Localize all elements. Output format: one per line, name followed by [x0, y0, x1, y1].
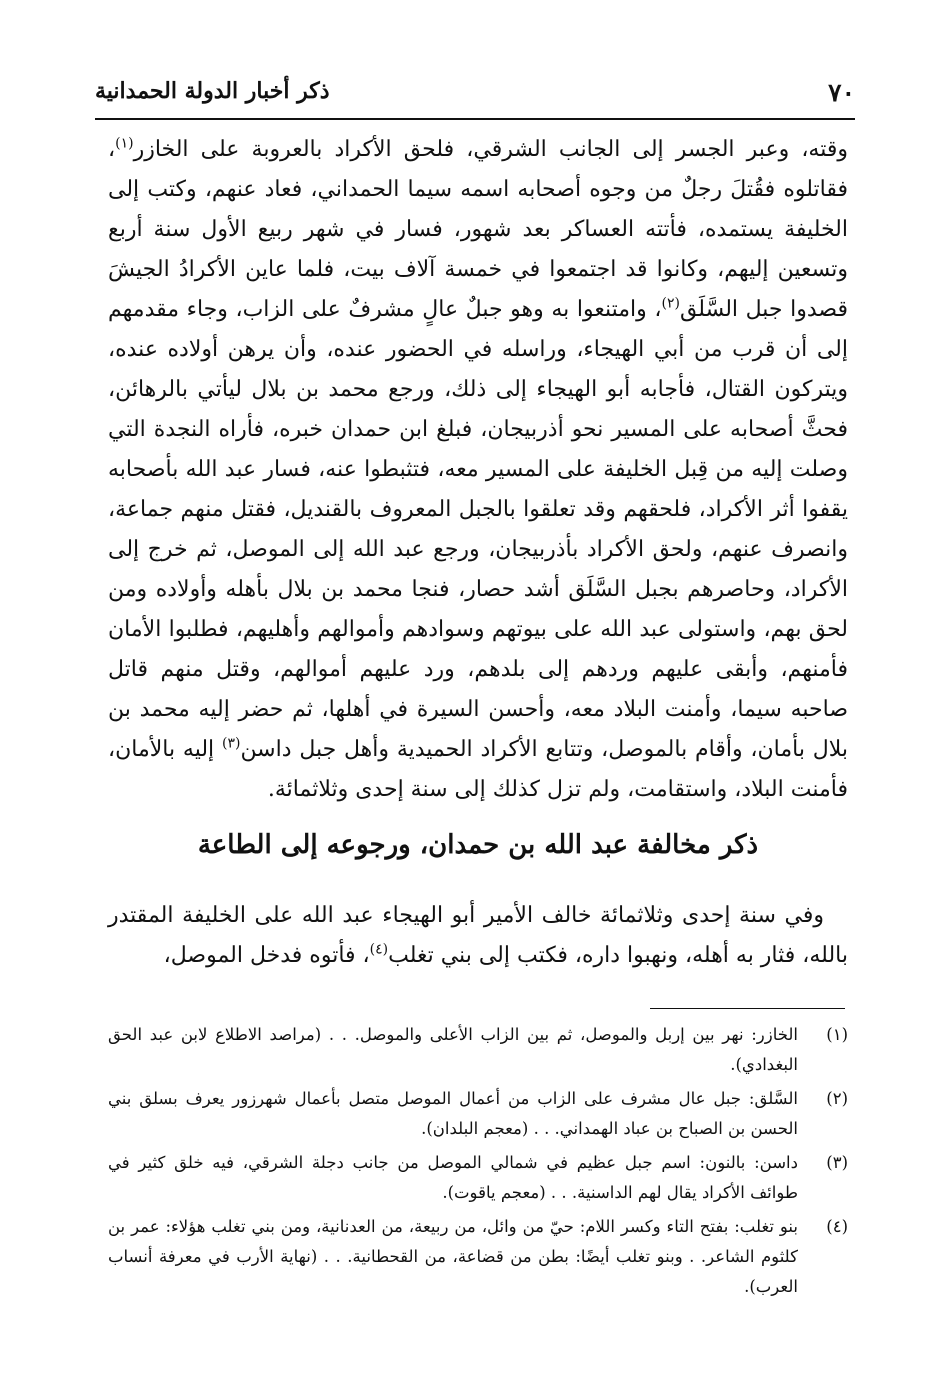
running-title: ذكر أخبار الدولة الحمدانية: [95, 78, 330, 104]
footnote-text: الخازر: نهر بين إربل والموصل، ثم بين الزاب الأعلى والموصل. . . (مراصد الاطلاع لابن عبد الحق البغدادي).: [108, 1025, 798, 1074]
paragraph: [108, 896, 848, 976]
footnote: [108, 1212, 848, 1302]
main-text: [108, 130, 848, 810]
text-run: ، فأتوه فدخل الموصل،: [163, 943, 370, 968]
footnote-text: بنو تغلب: بفتح التاء وكسر اللام: حيّ من وائل، من ربيعة، من العدنانية، ومن بني تغلب هؤلاء: عمر بن كلثوم الشاعر. . وبنو تغلب أيضًا: بطن من قضاعة، من القحطانية. . . (نهاية الأرب في معرفة أنساب العرب).: [108, 1217, 798, 1296]
footnote-number: (١): [826, 1025, 848, 1044]
footnote-reference: (٢): [661, 295, 680, 312]
text-run: إليه بالأمان، فأمنت البلاد، واستقامت، ولم تزل كذلك إلى سنة إحدى وثلاثمائة.: [108, 737, 848, 802]
section-heading: ذكر مخالفة عبد الله بن حمدان، ورجوعه إلى الطاعة: [197, 830, 759, 860]
text-run: وفي سنة إحدى وثلاثمائة خالف الأمير أبو الهيجاء عبد الله على الخليفة المقتدر بالله، فثار به أهله، ونهبوا داره، فكتب إلى بني تغلب: [108, 903, 848, 968]
footnote-reference: (١): [115, 135, 134, 152]
footnote: [108, 1020, 848, 1080]
footnote-reference: (٤): [369, 941, 389, 958]
footnote-text: السَّلق: جبل عال مشرف على الزاب من أعمال الموصل متصل بأعمال شهرزور يعرف بسلق بني الحسن بن الصباح بن عباد الهمداني. . . (معجم البلدان).: [108, 1089, 798, 1138]
footnote: [108, 1148, 848, 1208]
page-number: ٧٠: [828, 78, 855, 107]
footnotes: [108, 1020, 848, 1306]
text-run: ، وامتنعوا به وهو جبلٌ عالٍ مشرفٌ على الزاب، وجاء مقدمهم إلى أن قرب من أبي الهيجاء، وراسله في الحضور عنده، وأن يرهن أولاده عنده، ويتركون القتال، فأجابه أبو الهيجاء إلى ذلك، ورجع محمد بن بلال ليأتي بالرهائن، فحثَّ أصحابه على المسير نحو أذربيجان، فبلغ ابن حمدان خبره، فأراه النجدة التي وصلت إليه من قِبل الخليفة على المسير معه، فتثبطوا عنه، فسار عبد الله بأصحابه يقفوا أثر الأكراد، فلحقهم وقد تعلقوا بالجبل المعروف بالقنديل، فقتل منهم جماعة، وانصرف عنهم، ولحق الأكراد بأذربيجان، ورجع عبد الله إلى الموصل، ثم خرج إلى الأكراد، وحاصرهم بجبل السَّلَق أشد حصار، فنجا محمد بن بلال بأهله وأولاده ومن لحق بهم، واستولى عبد الله على بيوتهم وسوادهم وأموالهم وأهليهم، فطلبوا الأمان فأمنهم، وأبقى عليهم وردهم إلى بلدهم، ورد عليهم أموالهم، وقتل منهم قاتل صاحبه سيما، وأمنت البلاد معه، وأحسن السيرة في أهلها، ثم حضر إليه محمد بن بلال بأمان، وأقام بالموصل، وتتابع الأكراد الحميدية وأهل جبل داسن: [108, 297, 848, 762]
text-run: وقته، وعبر الجسر إلى الجانب الشرقي، فلحق الأكراد بالعروبة على الخازر: [133, 137, 848, 162]
page-header: [95, 72, 855, 120]
footnote-reference: (٣): [221, 735, 241, 752]
footnote-divider: [650, 1008, 845, 1009]
text-run: ، فقاتلوه فقُتلَ رجلٌ من وجوه أصحابه اسمه سيما الحمداني، فعاد عنهم، وكتب إلى الخليفة يستمده، فأتته العساكر بعد شهور، فسار في شهر ربيع الأول سنة أربع وتسعين إليهم، وكانوا قد اجتمعوا في خمسة آلاف بيت، فلما عاين الأكرادُ الجيشَ قصدوا جبل السَّلَق: [108, 137, 849, 322]
paragraph: [108, 130, 848, 810]
footnote-text: داسن: بالنون: اسم جبل عظيم في شمالي الموصل من جانب دجلة الشرقي، فيه خلق كثير في طوائف الأكراد يقال لهم الداسنية. . . (معجم ياقوت).: [108, 1153, 798, 1202]
footnote: [108, 1084, 848, 1144]
footnote-number: (٢): [826, 1089, 848, 1108]
footnote-number: (٤): [826, 1217, 848, 1236]
section-text: [108, 896, 848, 976]
footnote-number: (٣): [826, 1153, 848, 1172]
